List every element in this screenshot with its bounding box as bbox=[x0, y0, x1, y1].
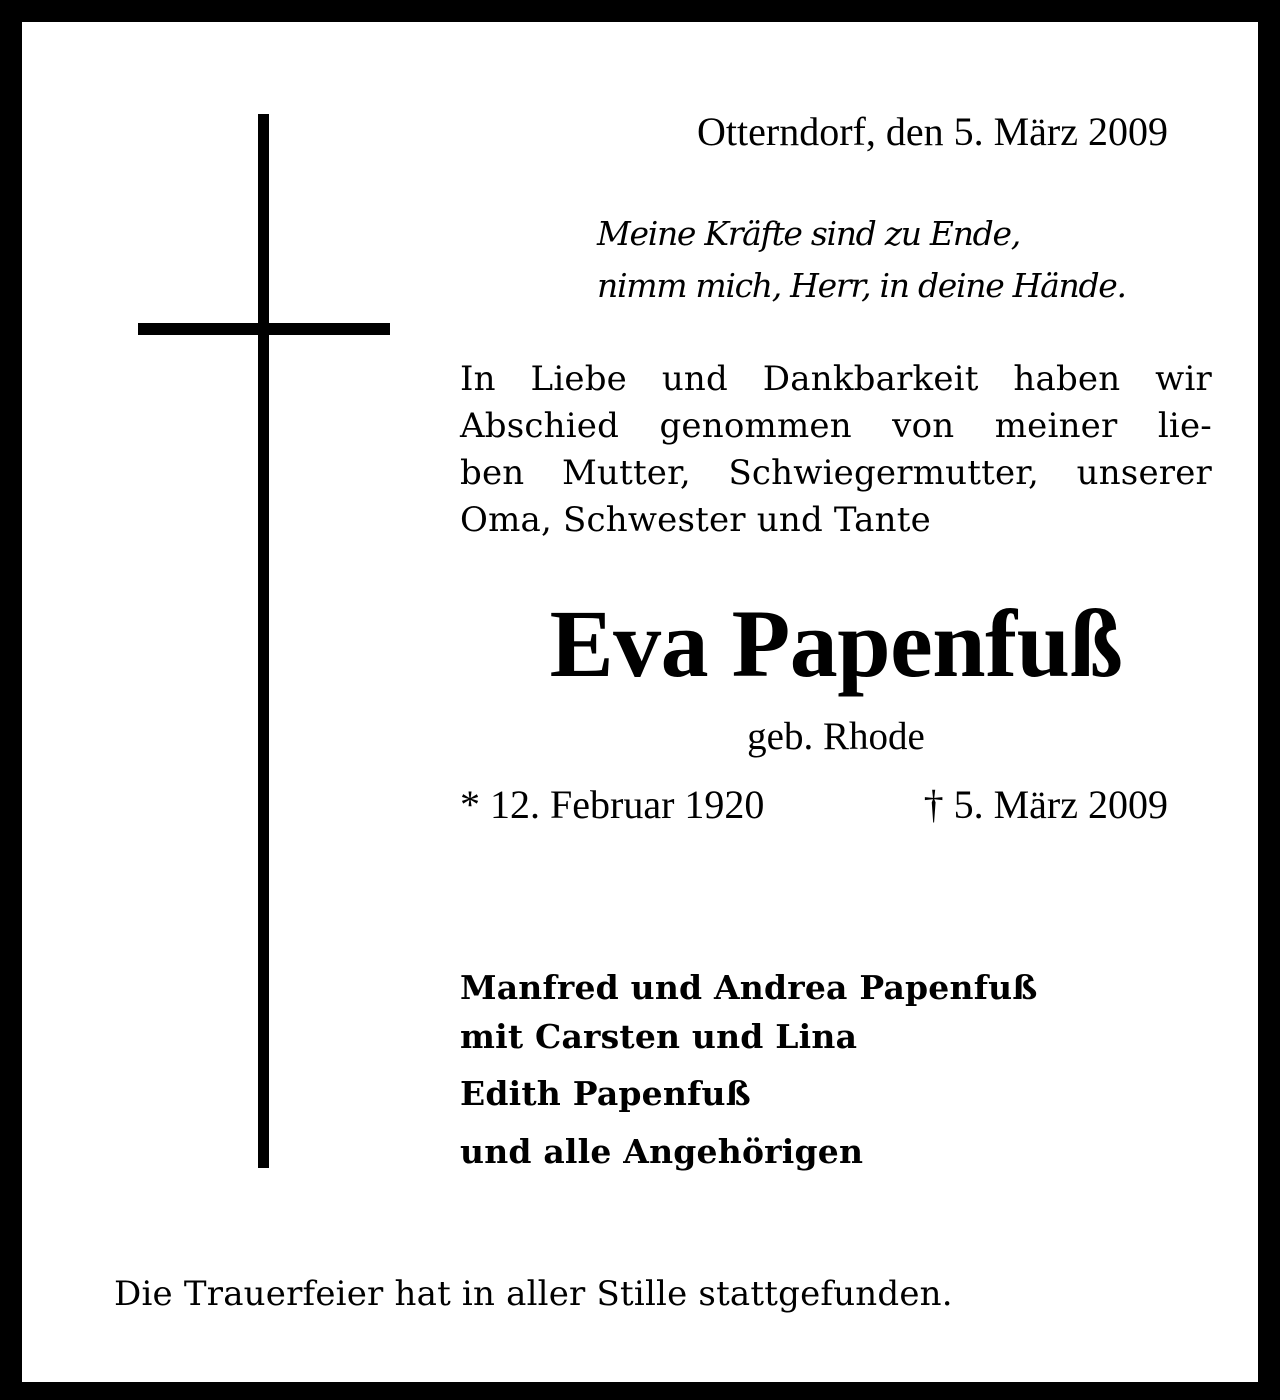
birth-date: * 12. Februar 1920 bbox=[460, 782, 765, 827]
place-and-date: Otterndorf, den 5. März 2009 bbox=[697, 109, 1168, 154]
death-date: † 5. März 2009 bbox=[923, 782, 1168, 827]
verse-line: nimm mich, Herr, in deine Hände. bbox=[597, 266, 1126, 305]
funeral-note: Die Trauerfeier hat in aller Stille stattgefunden. bbox=[114, 1274, 953, 1314]
cross-horizontal-bar bbox=[138, 323, 390, 335]
intro-line: Oma, Schwester und Tante bbox=[460, 500, 931, 540]
cross-vertical-bar bbox=[258, 114, 269, 1168]
mourner-line: Manfred und Andrea Papenfuß bbox=[460, 968, 1038, 1007]
mourner-line: mit Carsten und Lina bbox=[460, 1017, 858, 1056]
mourner-line: Edith Papenfuß bbox=[460, 1074, 751, 1113]
verse-line: Meine Kräfte sind zu Ende, bbox=[597, 214, 1020, 253]
maiden-name: geb. Rhode bbox=[747, 715, 925, 758]
intro-line: Abschied genommen von meiner lie- bbox=[460, 406, 1212, 446]
intro-line: In Liebe und Dankbarkeit haben wir bbox=[460, 359, 1212, 399]
intro-text bbox=[460, 356, 1212, 544]
deceased-name: Eva Papenfuß bbox=[549, 590, 1123, 697]
mourner-line: und alle Angehörigen bbox=[460, 1132, 864, 1171]
verse bbox=[597, 208, 1126, 312]
intro-line: ben Mutter, Schwiegermutter, unserer bbox=[460, 453, 1212, 493]
